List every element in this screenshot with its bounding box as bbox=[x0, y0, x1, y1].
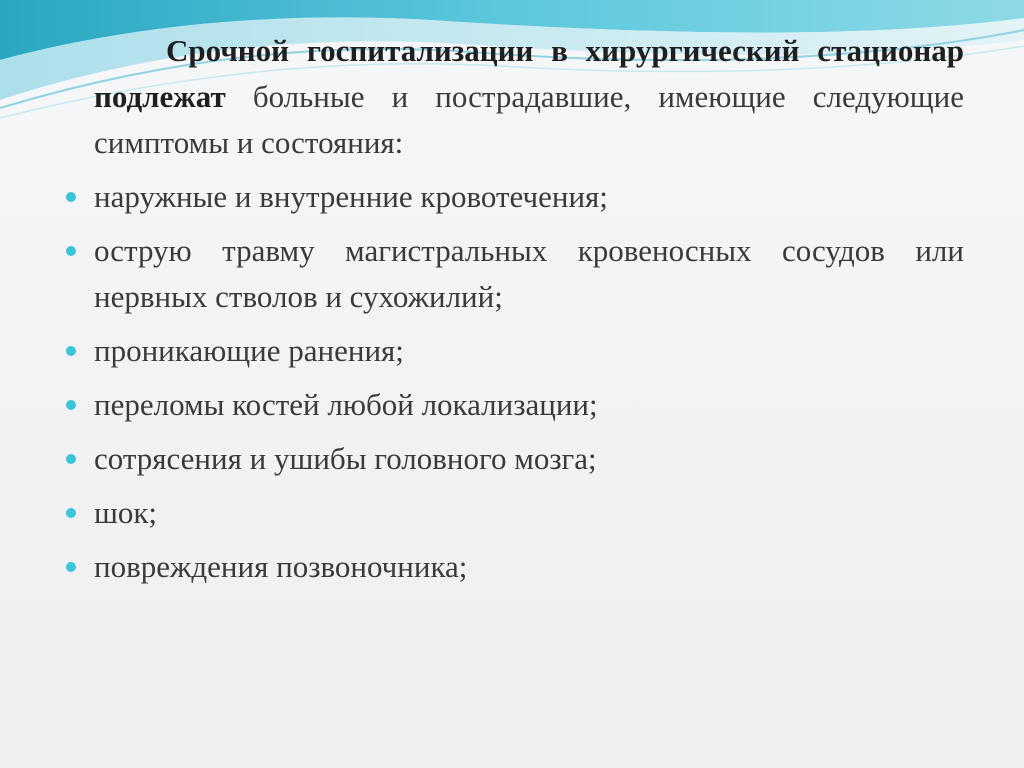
list-item bbox=[60, 436, 964, 482]
bullet-dot-icon bbox=[66, 192, 76, 202]
list-item-text: острую травму магистральных кровеносных сосудов или нервных стволов и сухожилий; bbox=[94, 233, 964, 314]
list-item bbox=[60, 382, 964, 428]
symptom-list bbox=[60, 174, 964, 590]
bullet-dot-icon bbox=[66, 562, 76, 572]
list-item bbox=[60, 228, 964, 320]
bullet-dot-icon bbox=[66, 454, 76, 464]
slide-content bbox=[60, 28, 964, 590]
intro-paragraph bbox=[60, 28, 964, 166]
bullet-dot-icon bbox=[66, 400, 76, 410]
list-item-text: проникающие ранения; bbox=[94, 333, 404, 368]
list-item-text: переломы костей любой локализации; bbox=[94, 387, 598, 422]
list-item bbox=[60, 328, 964, 374]
intro-bold-text: Срочной госпитализации в хирургический стационар подлежат bbox=[94, 33, 964, 114]
list-item bbox=[60, 490, 964, 536]
list-item bbox=[60, 174, 964, 220]
bullet-dot-icon bbox=[66, 246, 76, 256]
list-item-text: шок; bbox=[94, 495, 158, 530]
list-item-text: наружные и внутренние кровотечения; bbox=[94, 179, 608, 214]
bullet-dot-icon bbox=[66, 508, 76, 518]
intro-regular-text: больные и пострадавшие, имеющие следующие симптомы и состояния: bbox=[94, 79, 964, 160]
list-item-text: повреждения позвоночника; bbox=[94, 549, 468, 584]
list-item-text: сотрясения и ушибы головного мозга; bbox=[94, 441, 597, 476]
list-item bbox=[60, 544, 964, 590]
bullet-dot-icon bbox=[66, 346, 76, 356]
